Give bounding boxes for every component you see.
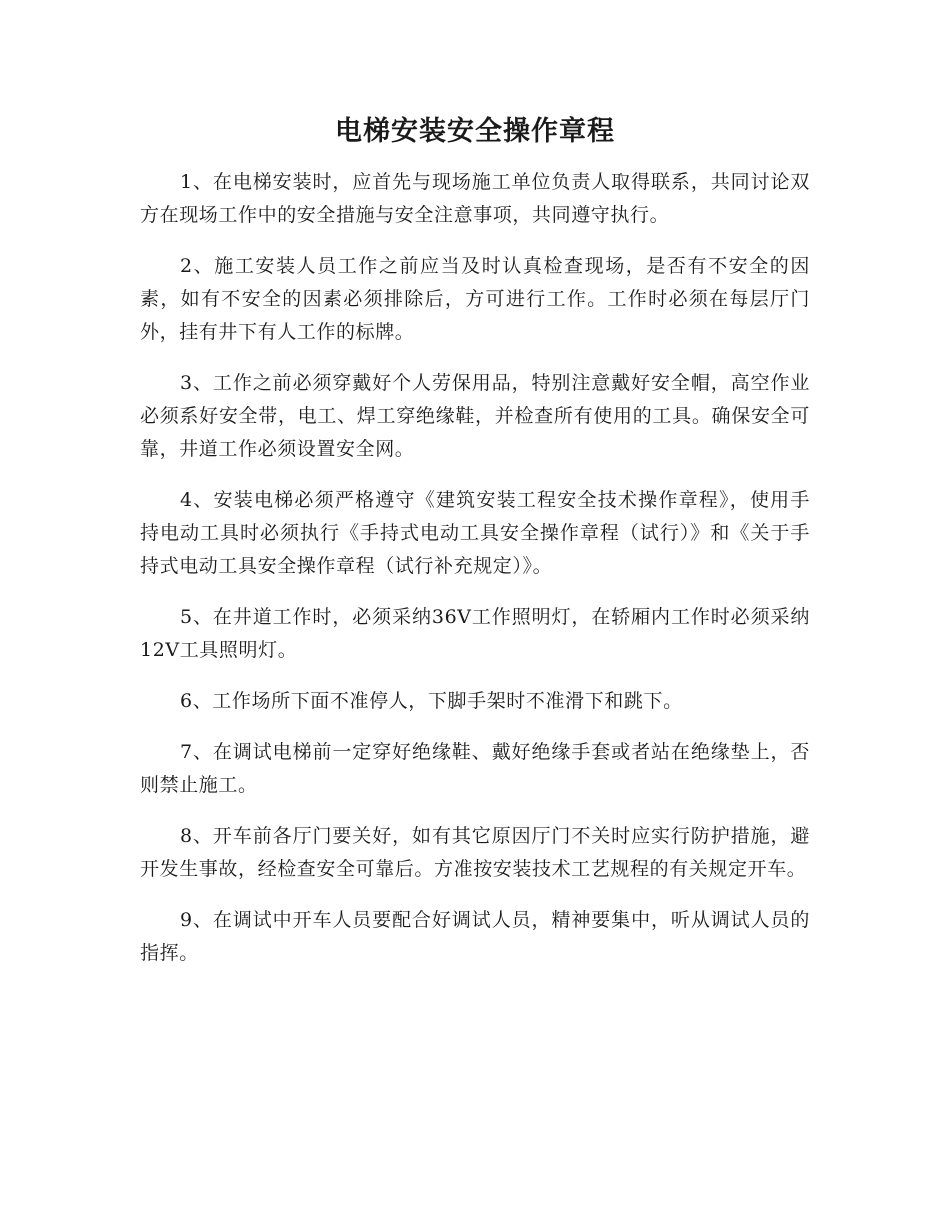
- document-title: 电梯安装安全操作章程: [335, 116, 615, 147]
- rule-paragraph-7: 7、在调试电梯前一定穿好绝缘鞋、戴好绝缘手套或者站在绝缘垫上，否则禁止施工。: [140, 741, 810, 796]
- rule-paragraph-2: 2、施工安装人员工作之前应当及时认真检查现场，是否有不安全的因素，如有不安全的因素必须排除后，方可进行工作。工作时必须在每层厅门外，挂有井下有人工作的标牌。: [140, 255, 810, 343]
- rule-paragraph-8: 8、开车前各厅门要关好，如有其它原因厅门不关时应实行防护措施，避开发生事故，经检查安全可靠后。方准按安装技术工艺规程的有关规定开车。: [140, 825, 810, 880]
- rule-paragraph-6: 6、工作场所下面不准停人，下脚手架时不准滑下和跳下。: [180, 690, 683, 712]
- rule-paragraph-9: 9、在调试中开车人员要配合好调试人员，精神要集中，听从调试人员的指挥。: [140, 909, 810, 964]
- rule-paragraph-4: 4、安装电梯必须严格遵守《建筑安装工程安全技术操作章程》，使用手持电动工具时必须执行《手持式电动工具安全操作章程（试行）》和《关于手持式电动工具安全操作章程（试行补充规定）》。: [140, 489, 810, 577]
- rule-paragraph-1: 1、在电梯安装时，应首先与现场施工单位负责人取得联系，共同讨论双方在现场工作中的安全措施与安全注意事项，共同遵守执行。: [140, 171, 810, 226]
- rule-paragraph-5: 5、在井道工作时，必须采纳36V工作照明灯，在轿厢内工作时必须采纳12V工具照明灯。: [140, 606, 810, 661]
- rule-paragraph-3: 3、工作之前必须穿戴好个人劳保用品，特别注意戴好安全帽，高空作业必须系好安全带，电工、焊工穿绝缘鞋，并检查所有使用的工具。确保安全可靠，井道工作必须设置安全网。: [140, 372, 810, 460]
